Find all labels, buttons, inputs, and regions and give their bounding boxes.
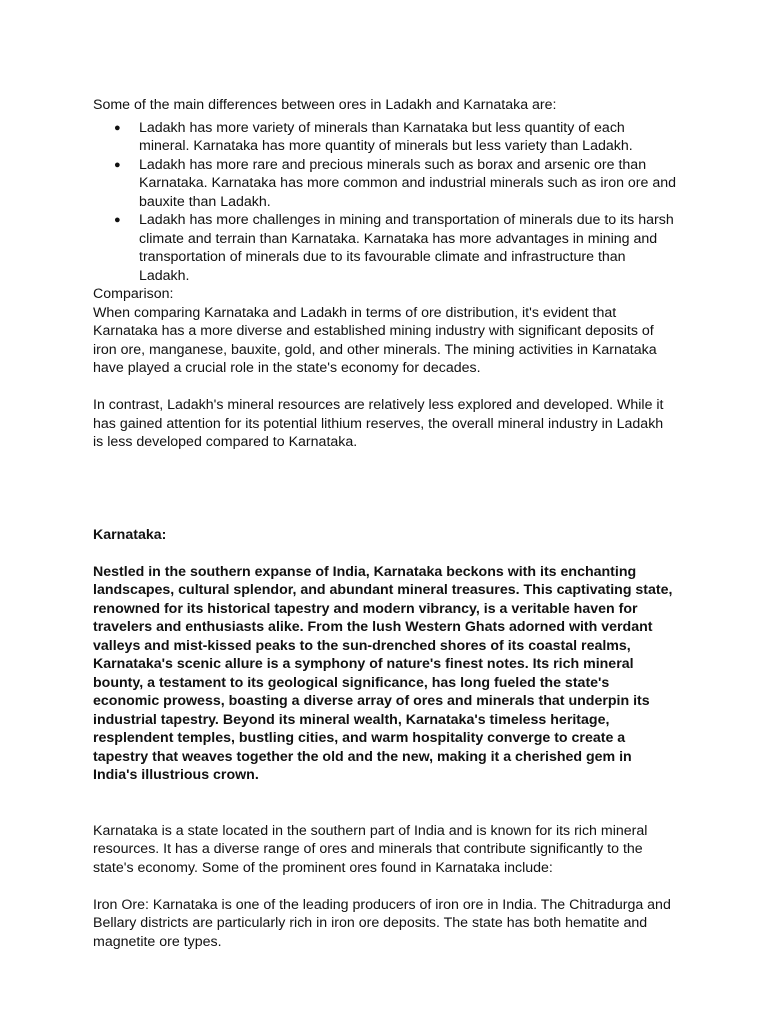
comparison-paragraph-1: When comparing Karnataka and Ladakh in terms of ore distribution, it's evident that Karnataka has a more diverse and established mining industry with significant deposits of iron ore, manganese, bauxite, gold, and other minerals. The mining activities in Karnataka have played a crucial role in the state's economy for decades. bbox=[93, 304, 657, 376]
karnataka-heading: Karnataka: bbox=[93, 526, 167, 543]
spacer bbox=[93, 452, 677, 526]
differences-list bbox=[93, 119, 677, 286]
karnataka-description: Nestled in the southern expanse of India, Karnataka beckons with its enchanting landscapes, cultural splendor, and abundant mineral treasures. This captivating state, renowned for its historical tapestry and modern vibrancy, is a veritable haven for travelers and enthusiasts alike. From the lush Western Ghats adorned with verdant valleys and mist-kissed peaks to the sun-drenched shores of its coastal realms, Karnataka's scenic allure is a symphony of nature's finest notes. Its rich mineral bounty, a testament to its geological significance, has long fueled the state's economic prowess, boasting a diverse array of ores and minerals that underpin its industrial tapestry. Beyond its mineral wealth, Karnataka's timeless heritage, resplendent temples, bustling cities, and warm hospitality converge to create a tapestry that weaves together the old and the new, making it a cherished gem in India's illustrious crown. bbox=[93, 563, 673, 783]
comparison-paragraph-2: In contrast, Ladakh's mineral resources are relatively less explored and developed. While it has gained attention for its potential lithium reserves, the overall mineral industry in Ladakh is less developed compared to Karnataka. bbox=[93, 397, 664, 450]
document-body bbox=[93, 96, 677, 951]
comparison-heading: Comparison: bbox=[93, 286, 174, 302]
differences-intro: Some of the main differences between ores in Ladakh and Karnataka are: bbox=[93, 97, 557, 113]
karnataka-intro: Karnataka is a state located in the southern part of India and is known for its rich mineral resources. It has a diverse range of ores and minerals that contribute significantly to the state's economy. Some of the prominent ores found in Karnataka include: bbox=[93, 822, 648, 876]
spacer bbox=[93, 877, 677, 896]
bullet-icon: ● bbox=[114, 121, 121, 134]
list-item-text: Ladakh has more variety of minerals than Karnataka but less quantity of each mineral. Karnataka has more quantity of minerals but less variety than Ladakh. bbox=[139, 119, 633, 154]
bullet-icon: ● bbox=[114, 158, 121, 171]
spacer bbox=[93, 785, 677, 822]
iron-ore-paragraph: Iron Ore: Karnataka is one of the leading producers of iron ore in India. The Chitradurga and Bellary districts are particularly rich in iron ore deposits. The state has both hematite and magnetite ore types. bbox=[93, 896, 671, 950]
list-item bbox=[93, 156, 677, 212]
list-item-text: Ladakh has more rare and precious minerals such as borax and arsenic ore than Karnataka. Karnataka has more common and industrial minerals such as iron ore and bauxite than Ladakh. bbox=[139, 156, 677, 210]
spacer bbox=[93, 544, 677, 563]
list-item-text: Ladakh has more challenges in mining and transportation of minerals due to its harsh climate and terrain than Karnataka. Karnataka has more advantages in mining and transportation of minerals due to its favourable climate and infrastructure than Ladakh. bbox=[139, 212, 674, 284]
bullet-icon: ● bbox=[114, 214, 121, 226]
list-item bbox=[93, 211, 677, 285]
spacer bbox=[93, 378, 677, 397]
list-item bbox=[93, 119, 677, 156]
